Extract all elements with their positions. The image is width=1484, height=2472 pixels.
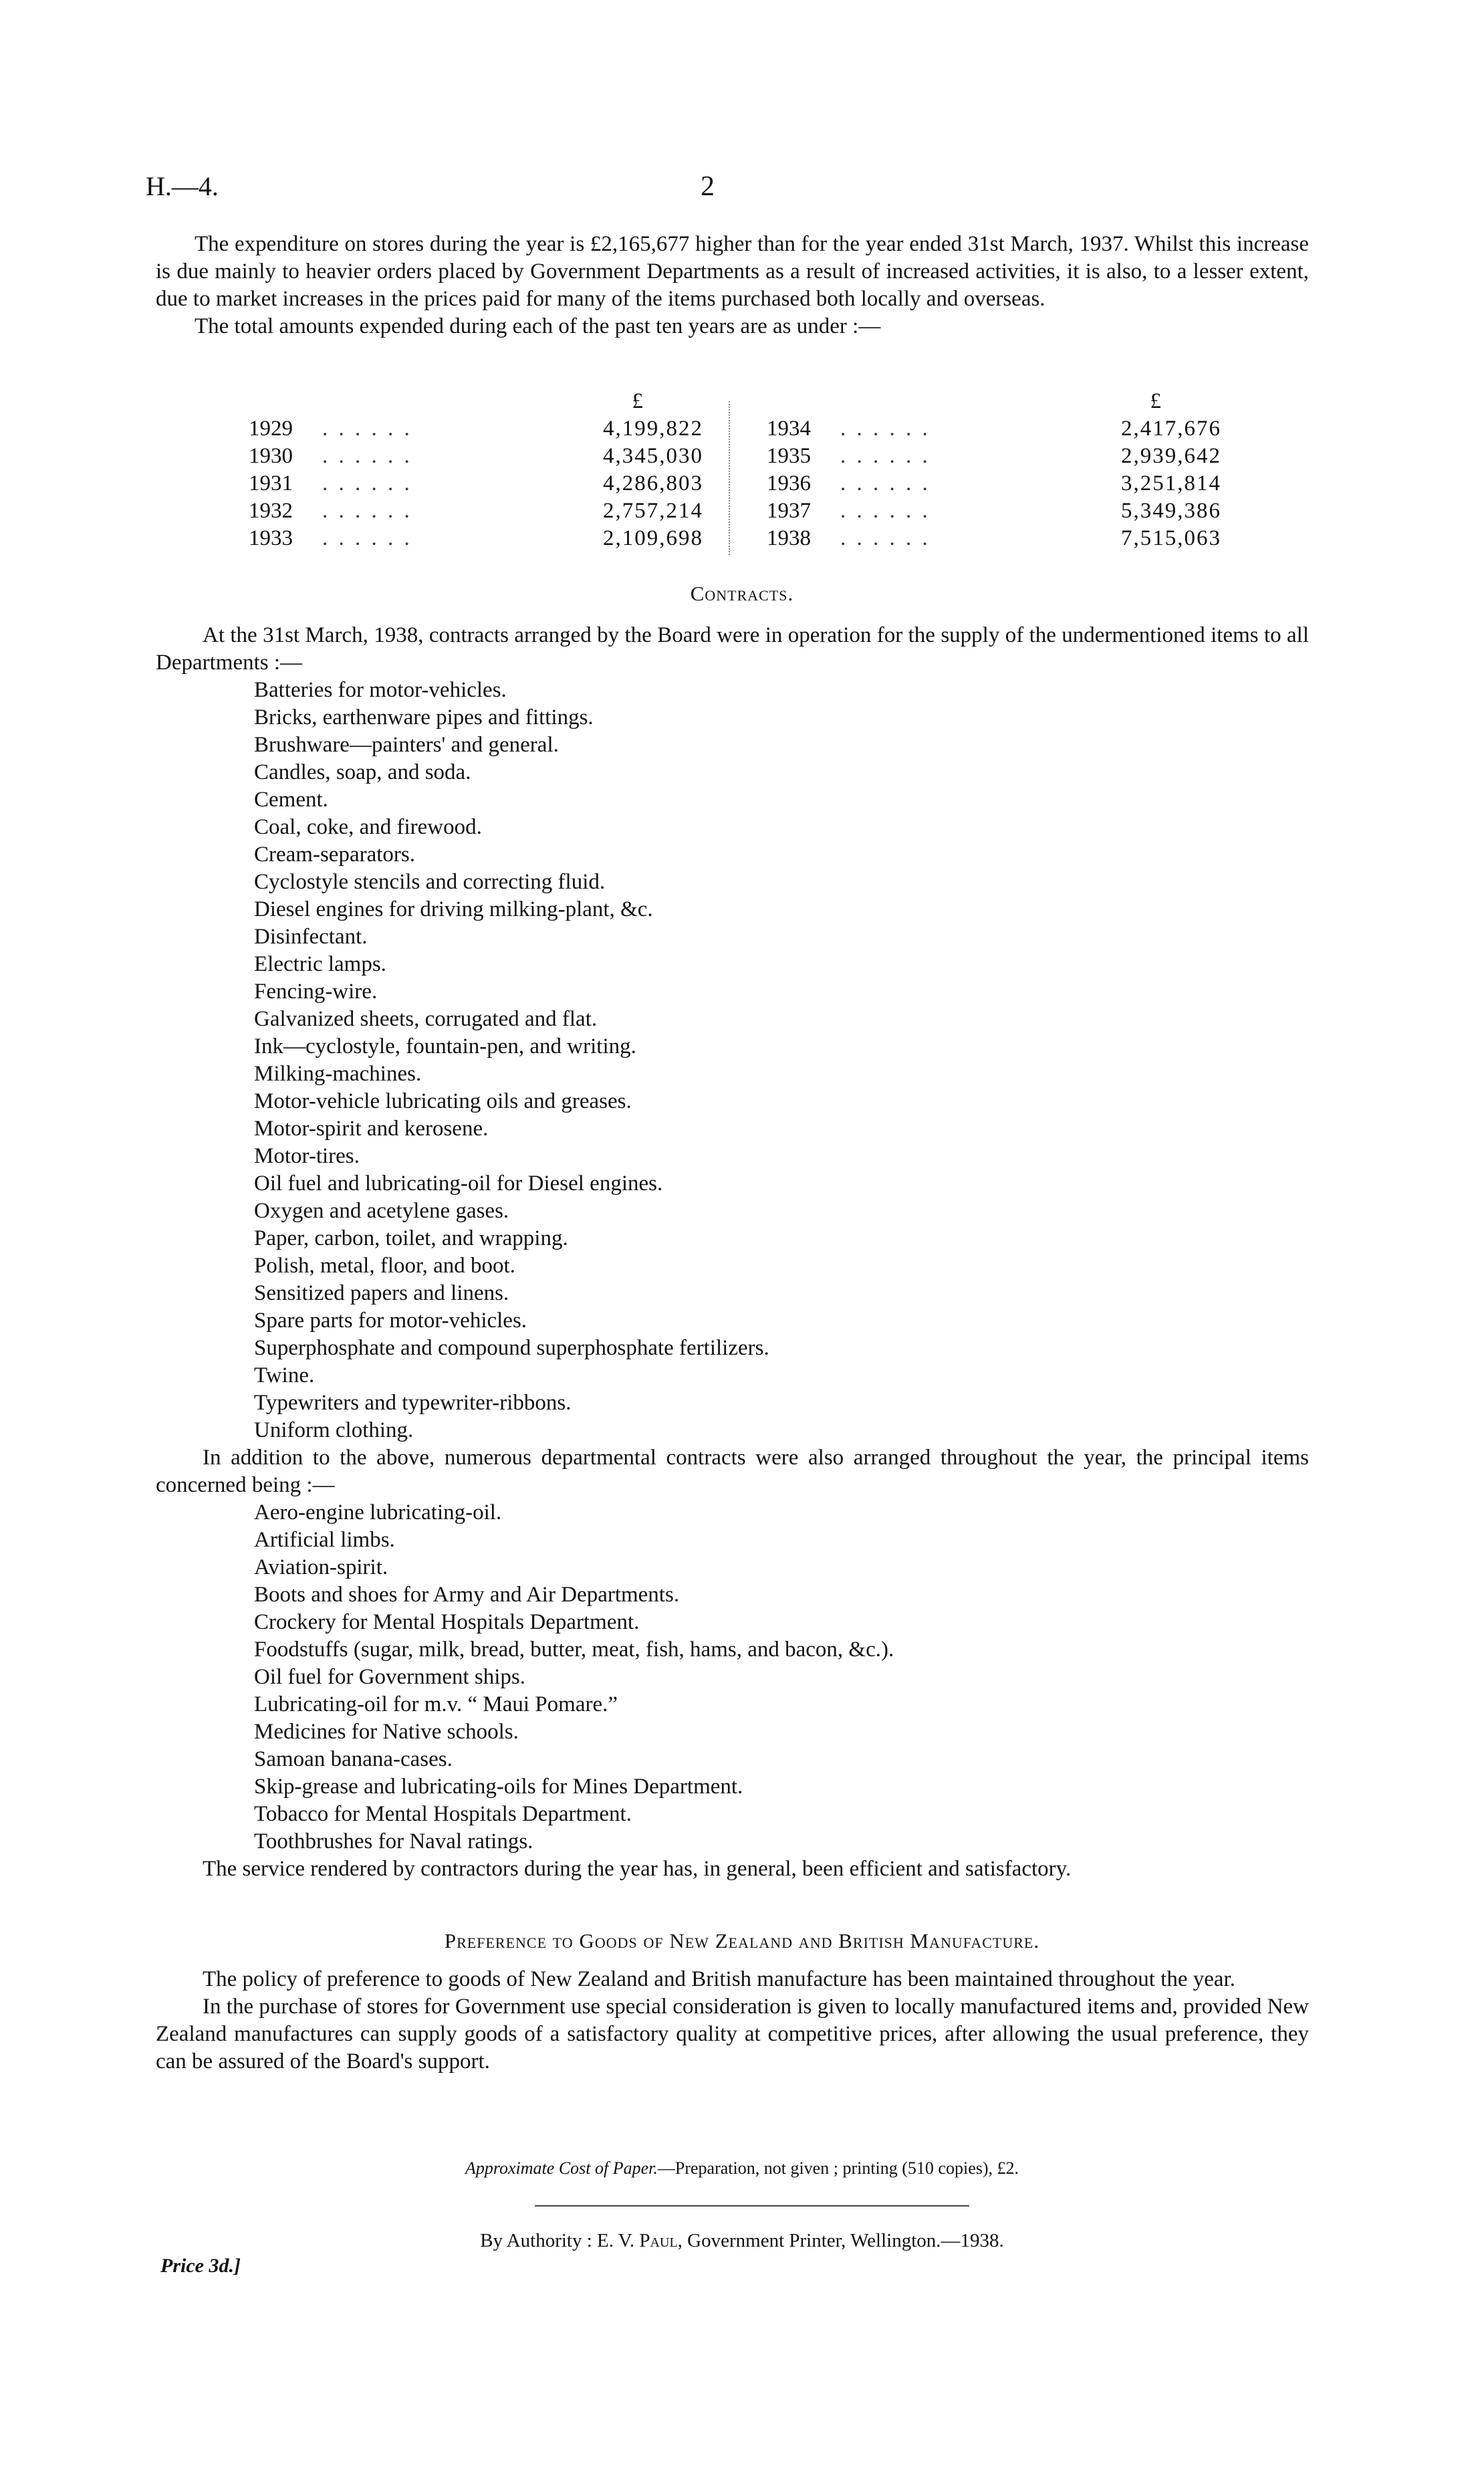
list-item: Cyclostyle stencils and correcting fluid.: [254, 870, 606, 894]
list-item: Boots and shoes for Army and Air Departments.: [254, 1583, 680, 1607]
currency-symbol-left: £: [632, 389, 643, 413]
preference-paragraph-policy: The policy of preference to goods of New Zealand and British manufacture has been maintained throughout the year.: [203, 1967, 1235, 1991]
expenditure-year: 1937: [767, 499, 811, 523]
leader-dots: . . . . . .: [322, 444, 412, 468]
contracts-heading: Contracts.: [690, 582, 794, 605]
leader-dots: . . . . . .: [322, 471, 412, 495]
list-item: Spare parts for motor-vehicles.: [254, 1309, 527, 1333]
expenditure-amount: 2,939,642: [1121, 444, 1221, 468]
contracts-closing-block: [156, 1856, 1309, 1883]
list-item: Sensitized papers and linens.: [254, 1281, 509, 1305]
list-item: Superphosphate and compound superphosphate fertilizers.: [254, 1336, 769, 1360]
list-item: Aero-engine lubricating-oil.: [254, 1500, 502, 1525]
expenditure-row-right: [767, 415, 1221, 443]
list-item: Fencing-wire.: [254, 980, 378, 1004]
authority-line: [0, 2230, 1484, 2252]
expenditure-year: 1933: [249, 526, 293, 550]
expenditure-row-left: [249, 415, 703, 443]
page-header: [146, 171, 1336, 211]
list-item: Batteries for motor-vehicles.: [254, 678, 507, 702]
cost-label: Approximate Cost of Paper.: [465, 2158, 658, 2178]
preference-heading: Preference to Goods of New Zealand and British Manufacture.: [444, 1929, 1040, 1952]
authority-prefix: By Authority :: [480, 2230, 598, 2251]
expenditure-year: 1932: [249, 499, 293, 523]
preference-section: [156, 1966, 1309, 2075]
expenditure-row-left: [249, 443, 703, 470]
list-item: Disinfectant.: [254, 925, 368, 949]
list-item: Motor-tires.: [254, 1144, 360, 1168]
expenditure-year: 1930: [249, 444, 293, 468]
expenditure-column-right: [767, 388, 1221, 552]
contracts-intro-block: [156, 622, 1309, 677]
expenditure-amount: 4,345,030: [603, 444, 703, 468]
list-item: Artificial limbs.: [254, 1528, 395, 1552]
expenditure-amount: 3,251,814: [1121, 471, 1221, 495]
expenditure-year: 1931: [249, 471, 293, 495]
expenditure-amount: 2,757,214: [603, 499, 703, 523]
list-item: Motor-vehicle lubricating oils and greases.: [254, 1089, 632, 1113]
leader-dots: . . . . . .: [840, 526, 931, 550]
list-item: Bricks, earthenware pipes and fittings.: [254, 705, 594, 729]
intro-paragraph-expenditure: The expenditure on stores during the year is £2,165,677 higher than for the year ended 31st March, 1937. Whilst this increase is due mainly to heavier orders placed by Government Departments as a result of increased activities, it is also, to a lesser extent, due to market increases in the prices paid for many of the items purchased both locally and overseas.: [156, 232, 1309, 311]
intro-paragraph-totals: The total amounts expended during each of the past ten years are as under :—: [195, 314, 881, 338]
expenditure-amount: 5,349,386: [1121, 499, 1221, 523]
expenditure-amount: 7,515,063: [1121, 526, 1221, 550]
list-item: Cream-separators.: [254, 842, 415, 867]
list-item: Foodstuffs (sugar, milk, bread, butter, meat, fish, hams, and bacon, &c.).: [254, 1638, 894, 1662]
expenditure-year: 1935: [767, 444, 811, 468]
contracts-intro: At the 31st March, 1938, contracts arranged by the Board were in operation for the supply of the undermentioned items to all Departments :—: [156, 623, 1309, 675]
list-item: Cement.: [254, 788, 328, 812]
expenditure-column-left: [249, 388, 703, 552]
list-item: Lubricating-oil for m.v. “ Maui Pomare.”: [254, 1692, 618, 1716]
contracts-closing: The service rendered by contractors during the year has, in general, been efficient and satisfactory.: [203, 1857, 1072, 1881]
list-item: Milking-machines.: [254, 1062, 422, 1086]
preference-paragraph-purchase: In the purchase of stores for Government use special consideration is given to locally manufactured items and, provided New Zealand manufactures can supply goods of a satisfactory quality at competitive prices, after allowing the usual preference, they can be assured of the Board's support.: [156, 1995, 1309, 2073]
cost-text: —Preparation, not given ; printing (510 copies), £2.: [657, 2158, 1019, 2178]
expenditure-row-left: [249, 497, 703, 525]
list-item: Oil fuel and lubricating-oil for Diesel engines.: [254, 1171, 663, 1196]
leader-dots: . . . . . .: [840, 417, 931, 441]
list-item: Skip-grease and lubricating-oils for Mines Department.: [254, 1775, 743, 1799]
list-item: Aviation-spirit.: [254, 1555, 388, 1579]
departmental-intro-block: [156, 1444, 1309, 1499]
list-item: Typewriters and typewriter-ribbons.: [254, 1391, 572, 1415]
contracts-items-list: [254, 677, 1257, 1444]
page-number: 2: [701, 171, 715, 202]
list-item: Tobacco for Mental Hospitals Department.: [254, 1802, 632, 1826]
leader-dots: . . . . . .: [322, 526, 412, 550]
list-item: Twine.: [254, 1363, 315, 1387]
list-item: Diesel engines for driving milking-plant, &c.: [254, 897, 653, 921]
list-item: Galvanized sheets, corrugated and flat.: [254, 1007, 598, 1031]
list-item: Uniform clothing.: [254, 1418, 414, 1442]
currency-symbol-right: £: [1150, 389, 1161, 413]
expenditure-year: 1934: [767, 417, 811, 441]
list-item: Candles, soap, and soda.: [254, 760, 471, 784]
cost-note: [0, 2158, 1484, 2178]
list-item: Paper, carbon, toilet, and wrapping.: [254, 1226, 568, 1250]
expenditure-row-left: [249, 525, 703, 552]
authority-name: E. V. Paul: [597, 2230, 678, 2251]
list-item: Polish, metal, floor, and boot.: [254, 1254, 515, 1278]
expenditure-year: 1929: [249, 417, 293, 441]
column-divider: [729, 401, 730, 555]
leader-dots: . . . . . .: [322, 499, 412, 523]
expenditure-year: 1938: [767, 526, 811, 550]
leader-dots: . . . . . .: [840, 471, 931, 495]
list-item: Coal, coke, and firewood.: [254, 815, 482, 839]
list-item: Medicines for Native schools.: [254, 1720, 519, 1744]
authority-suffix: , Government Printer, Wellington.—1938.: [677, 2230, 1004, 2251]
list-item: Oxygen and acetylene gases.: [254, 1199, 509, 1223]
document-reference: H.—4.: [146, 171, 219, 201]
expenditure-row-right: [767, 525, 1221, 552]
expenditure-amount: 2,109,698: [603, 526, 703, 550]
expenditure-amount: 2,417,676: [1121, 417, 1221, 441]
expenditure-row-left: [249, 470, 703, 497]
footer-rule: [535, 2205, 969, 2207]
expenditure-amount: 4,286,803: [603, 471, 703, 495]
list-item: Samoan banana-cases.: [254, 1747, 453, 1771]
expenditure-year: 1936: [767, 471, 811, 495]
list-item: Oil fuel for Government ships.: [254, 1665, 526, 1689]
intro-section: [156, 231, 1309, 340]
departmental-items-list: [254, 1499, 1257, 1856]
expenditure-row-right: [767, 497, 1221, 525]
expenditure-amount: 4,199,822: [603, 417, 703, 441]
price: Price 3d.]: [160, 2255, 241, 2277]
departmental-intro: In addition to the above, numerous departmental contracts were also arranged throughout the year, the principal items concerned being :—: [156, 1446, 1309, 1497]
expenditure-row-right: [767, 470, 1221, 497]
leader-dots: . . . . . .: [840, 444, 931, 468]
leader-dots: . . . . . .: [322, 417, 412, 441]
list-item: Electric lamps.: [254, 952, 386, 976]
list-item: Brushware—painters' and general.: [254, 733, 559, 757]
list-item: Motor-spirit and kerosene.: [254, 1117, 489, 1141]
leader-dots: . . . . . .: [840, 499, 931, 523]
list-item: Ink—cyclostyle, fountain-pen, and writing.: [254, 1034, 636, 1058]
list-item: Crockery for Mental Hospitals Department.: [254, 1610, 640, 1634]
list-item: Toothbrushes for Naval ratings.: [254, 1829, 533, 1853]
expenditure-row-right: [767, 443, 1221, 470]
